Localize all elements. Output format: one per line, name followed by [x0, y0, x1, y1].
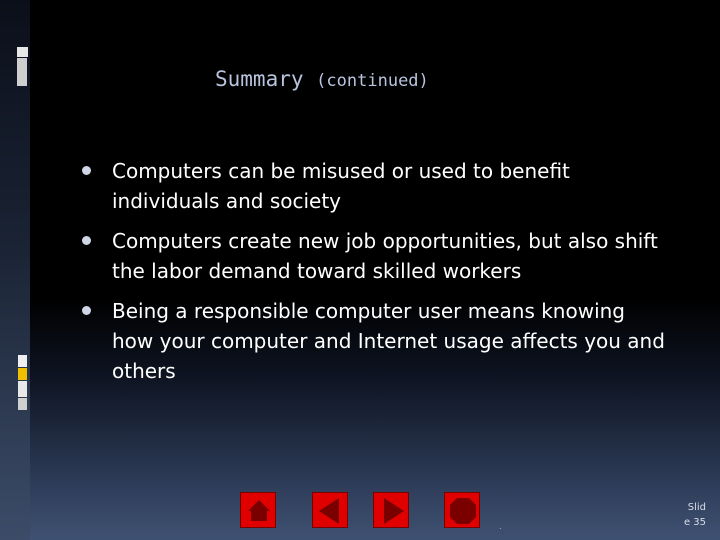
title-main: Summary	[215, 67, 304, 91]
end-icon	[445, 493, 481, 529]
slide-number-line1: Slid	[687, 502, 706, 513]
bullet-item	[82, 226, 672, 286]
bullet-icon	[82, 166, 91, 175]
strip-marker	[18, 355, 27, 367]
footer-dot: .	[499, 522, 502, 531]
home-button[interactable]	[240, 492, 276, 528]
slide-canvas	[30, 0, 720, 540]
left-decorative-strip	[0, 0, 30, 540]
strip-marker	[18, 398, 27, 410]
bullet-item	[82, 156, 672, 216]
bullet-text: Computers can be misused or used to benefit individuals and society	[112, 159, 570, 213]
next-slide-button[interactable]	[373, 492, 409, 528]
strip-marker	[18, 381, 27, 397]
strip-marker	[17, 47, 28, 57]
title-paren-text: continued	[326, 71, 419, 91]
title-paren-open: (	[316, 71, 327, 91]
bullet-list	[82, 156, 672, 396]
previous-slide-button[interactable]	[312, 492, 348, 528]
next-arrow-icon	[374, 493, 410, 529]
slide-title	[215, 67, 429, 91]
bullet-text: Being a responsible computer user means knowing how your computer and Internet usage affects you and others	[112, 299, 665, 383]
strip-marker	[17, 58, 27, 86]
slide-number-line2: e 35	[683, 517, 706, 528]
slide-number	[676, 500, 706, 530]
title-paren-close: )	[418, 71, 429, 91]
home-icon	[241, 493, 277, 529]
title-subtitle	[316, 71, 429, 91]
strip-marker-accent	[18, 368, 27, 380]
end-show-button[interactable]	[444, 492, 480, 528]
bullet-icon	[82, 236, 91, 245]
previous-arrow-icon	[313, 493, 349, 529]
bullet-item	[82, 296, 672, 386]
bullet-text: Computers create new job opportunities, but also shift the labor demand toward skilled workers	[112, 229, 658, 283]
bullet-icon	[82, 306, 91, 315]
